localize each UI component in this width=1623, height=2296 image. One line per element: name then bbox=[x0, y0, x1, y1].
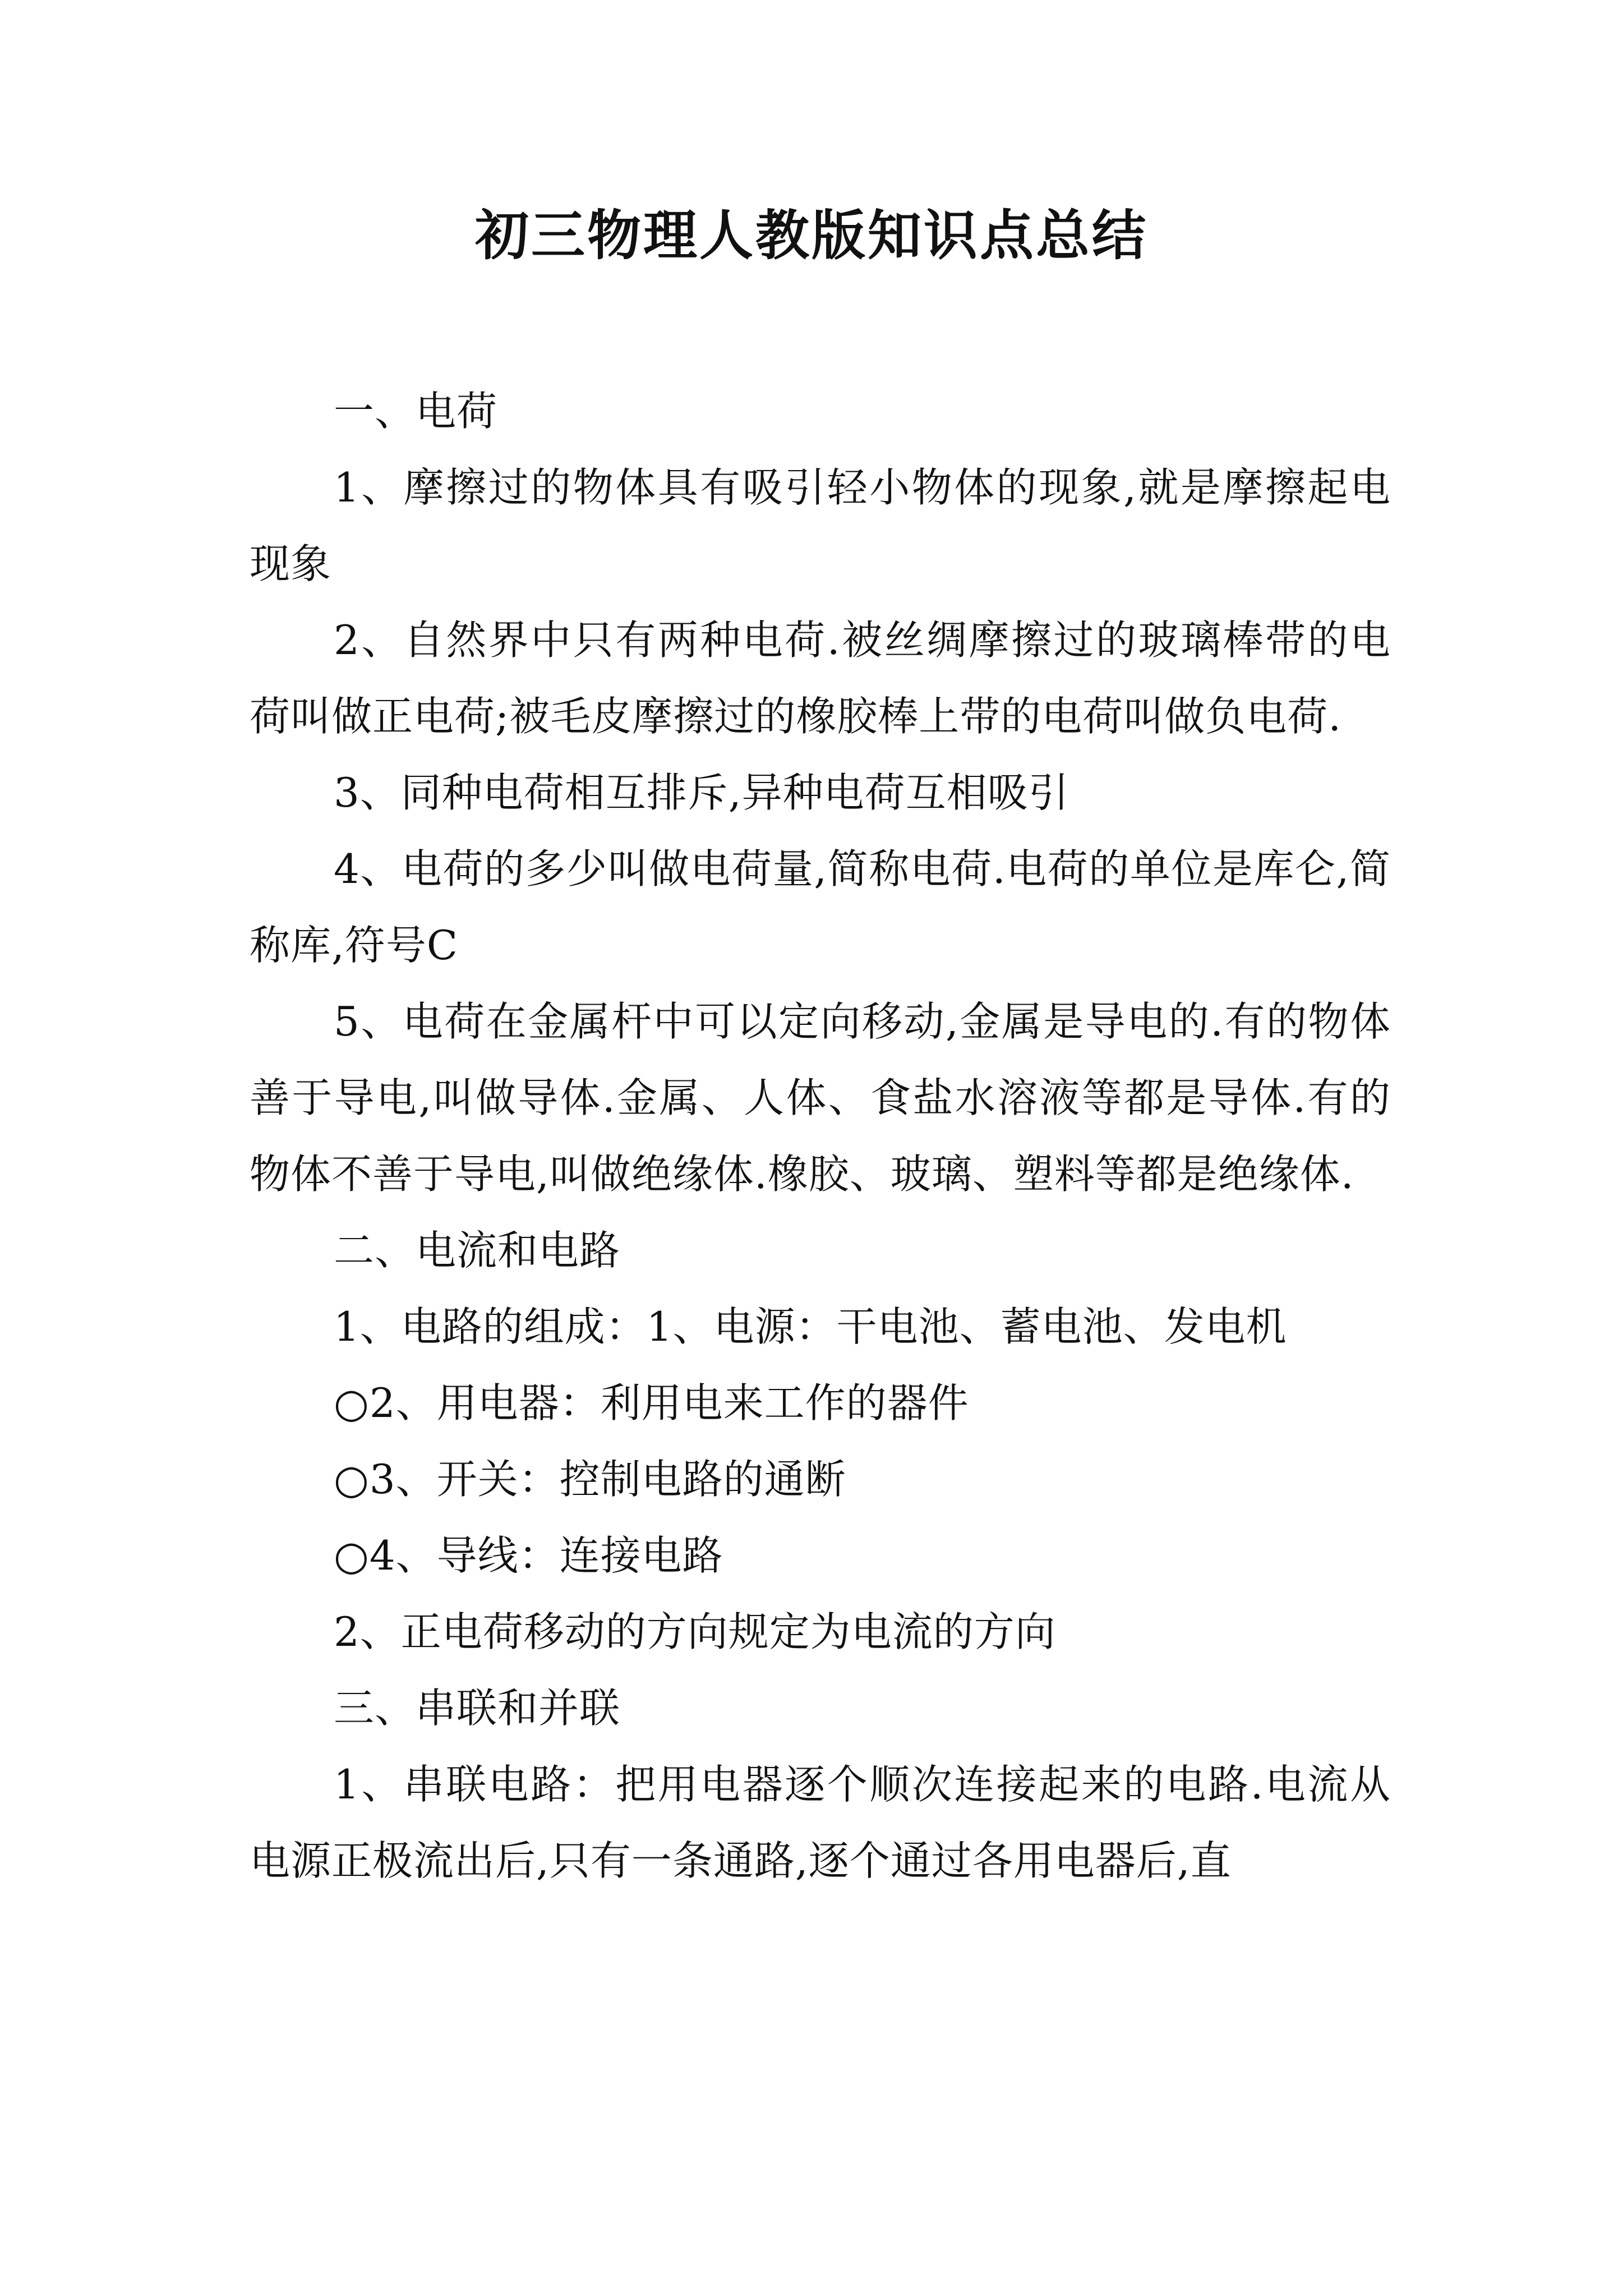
paragraph-circuit-power-source: 1、电路的组成：1、电源：干电池、蓄电池、发电机 bbox=[334, 1303, 1287, 1350]
paragraph-series-circuit: 1、串联电路：把用电器逐个顺次连接起来的电路.电流从电源正极流出后,只有一条通路,逐个通过各用电器后,直 bbox=[250, 1761, 1391, 1884]
document-body bbox=[250, 373, 1391, 1899]
section-heading-charge: 一、电荷 bbox=[334, 388, 498, 435]
paragraph-conductors-insulators: 5、电荷在金属杆中可以定向移动,金属是导电的.有的物体善于导电,叫做导体.金属、人体、食盐水溶液等都是导体.有的物体不善于导电,叫做绝缘体.橡胶、玻璃、塑料等都是绝缘体. bbox=[250, 998, 1391, 1198]
section-heading-current-circuit: 二、电流和电路 bbox=[334, 1227, 621, 1274]
paragraph-current-direction: 2、正电荷移动的方向规定为电流的方向 bbox=[334, 1608, 1056, 1655]
paragraph-charge-interaction: 3、同种电荷相互排斥,异种电荷互相吸引 bbox=[334, 769, 1069, 816]
paragraph-circuit-wire: ○4、导线：连接电路 bbox=[334, 1532, 723, 1579]
paragraph-circuit-appliance: ○2、用电器：利用电来工作的器件 bbox=[334, 1379, 969, 1427]
paragraph-two-kinds-of-charge: 2、自然界中只有两种电荷.被丝绸摩擦过的玻璃棒带的电荷叫做正电荷;被毛皮摩擦过的橡胶棒上带的电荷叫做负电荷. bbox=[250, 616, 1391, 740]
paragraph-charge-unit: 4、电荷的多少叫做电荷量,简称电荷.电荷的单位是库仑,简称库,符号C bbox=[250, 845, 1391, 969]
paragraph-friction-electrification: 1、摩擦过的物体具有吸引轻小物体的现象,就是摩擦起电现象 bbox=[250, 464, 1391, 587]
paragraph-circuit-switch: ○3、开关：控制电路的通断 bbox=[334, 1456, 846, 1503]
document-title: 初三物理人教版知识点总结 bbox=[475, 204, 1148, 267]
section-heading-series-parallel: 三、串联和并联 bbox=[334, 1685, 621, 1732]
